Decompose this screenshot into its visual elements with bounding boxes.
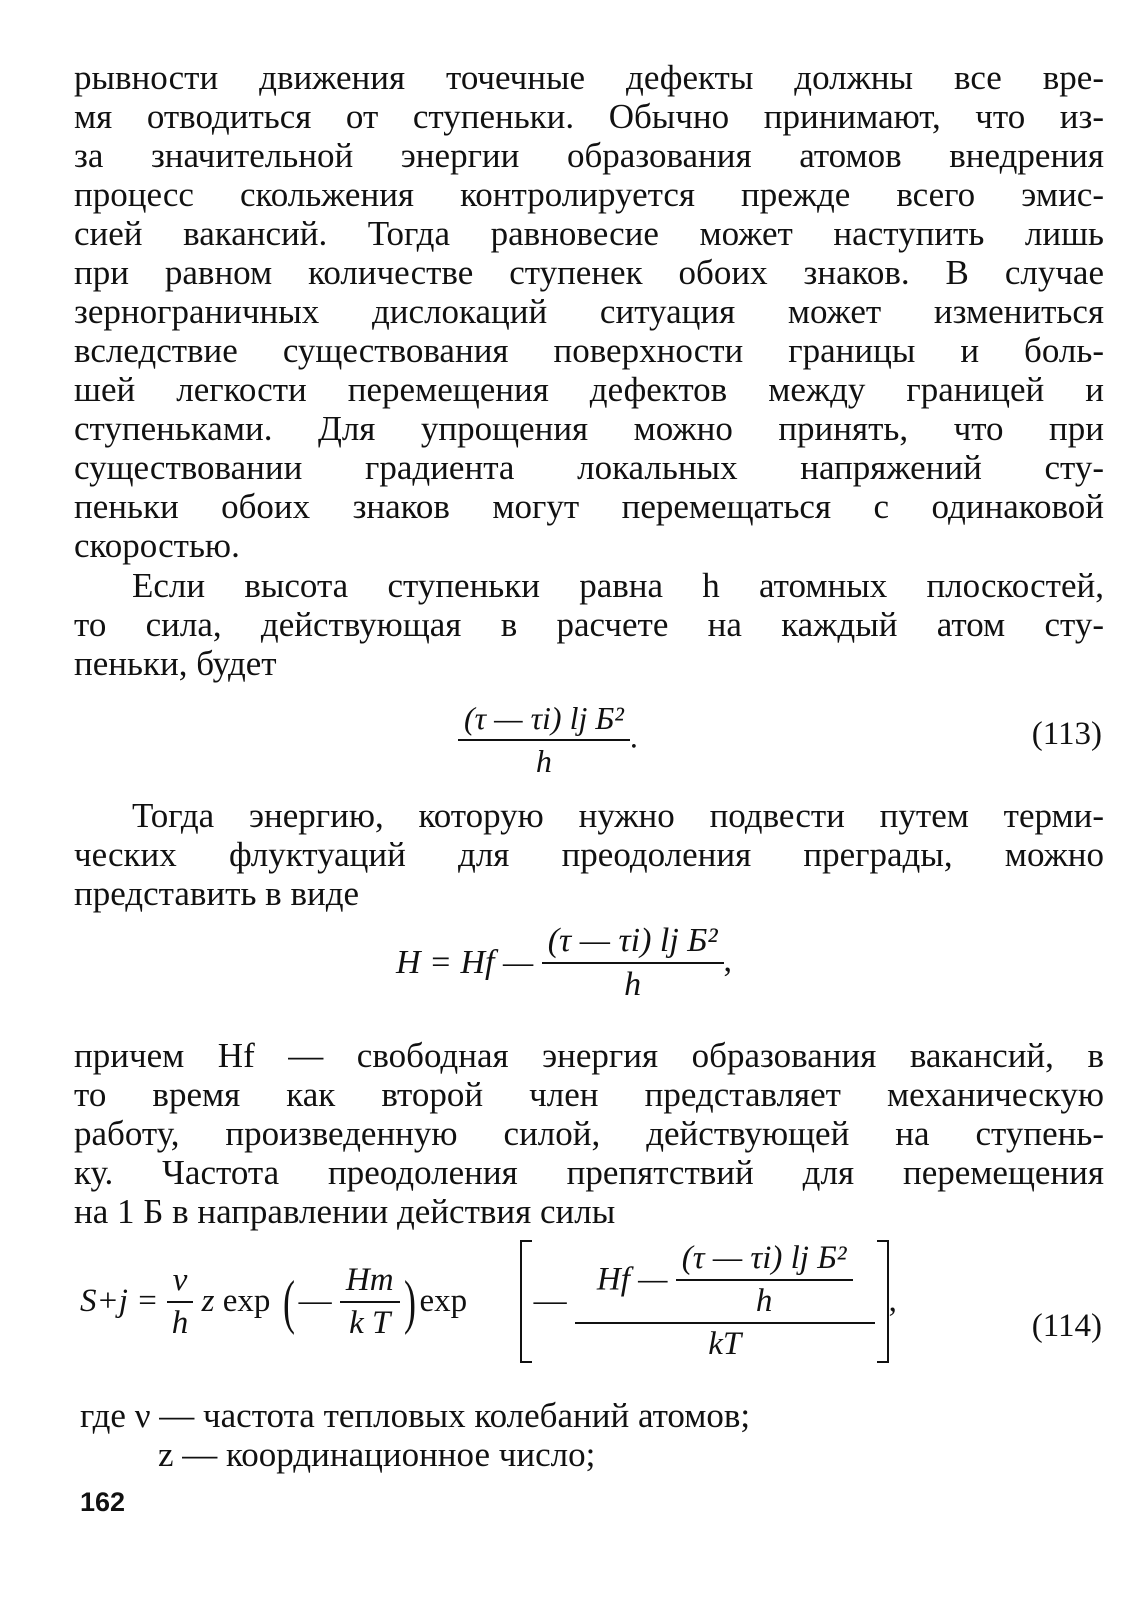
text-line: Если высота ступеньки равна h атомных плоскостей, — [132, 566, 1104, 605]
paragraph-2 — [74, 566, 1104, 683]
text-line: то сила, действующая в расчете на каждый атом сту- — [74, 605, 1104, 644]
text-line: при равном количестве ступенек обоих знаков. В случае — [74, 253, 1104, 292]
fraction-denominator: k T — [349, 1304, 391, 1341]
fraction-denominator: h — [535, 743, 552, 779]
fraction-numerator: (τ — τi) lj Б² — [542, 922, 724, 964]
text-line: Тогда энергию, которую нужно подвести путем терми- — [132, 796, 1104, 835]
fraction — [542, 922, 724, 1004]
equation-number-114: (114) — [1031, 1308, 1102, 1344]
bracketed-expression — [520, 1240, 889, 1363]
text-line: вследствие существования поверхности границы и боль- — [74, 331, 1104, 370]
fraction-numerator — [575, 1240, 875, 1324]
fraction — [167, 1262, 194, 1342]
equation-H — [396, 922, 732, 1004]
text-line: ступеньками. Для упрощения можно принять, что при — [74, 409, 1104, 448]
text-line: существовании градиента локальных напряжений сту- — [74, 448, 1104, 487]
right-paren: ) — [403, 1268, 416, 1335]
fraction-denominator: h — [624, 966, 642, 1003]
equation-lhs: S+j = — [80, 1283, 159, 1319]
definition-nu: где ν — частота тепловых колебаний атомов; — [80, 1396, 751, 1435]
text-line: представить в виде — [74, 874, 360, 913]
minus-sign: — — [298, 1283, 332, 1319]
page-number: 162 — [80, 1487, 126, 1517]
inner-numerator: (τ — τi) lj Б² — [676, 1240, 853, 1281]
text-line: мя отводиться от ступеньки. Обычно принимают, что из- — [74, 97, 1104, 136]
text-line: то время как второй член представляет механическую — [74, 1075, 1104, 1114]
text-line: сией вакансий. Тогда равновесие может наступить лишь — [74, 214, 1104, 253]
fraction-numerator: (τ — τi) lj Б² — [458, 700, 630, 741]
fraction — [458, 700, 630, 780]
text-line: скоростью. — [74, 526, 240, 565]
text-line: зернограничных дислокаций ситуация может измениться — [74, 292, 1104, 331]
variable-z: z — [201, 1283, 215, 1319]
text-line: причем Hf — свободная энергия образования вакансий, в — [74, 1036, 1104, 1075]
fraction-numerator: ν — [167, 1262, 194, 1303]
exp-label: exp — [419, 1283, 468, 1319]
inner-lhs: Hf — — [596, 1261, 668, 1298]
left-paren: ( — [282, 1268, 295, 1335]
equation-113 — [458, 700, 638, 780]
text-line: пеньки, будет — [74, 644, 277, 683]
paragraph-3 — [74, 796, 1104, 913]
text-line: ческих флуктуаций для преодоления преграды, можно — [74, 835, 1104, 874]
text-line: на 1 Б в направлении действия силы — [74, 1192, 616, 1231]
fraction-numerator: Hm — [340, 1262, 400, 1303]
equation-114 — [80, 1240, 897, 1363]
fraction-denominator: kT — [708, 1326, 742, 1362]
text-line: ку. Частота преодоления препятствий для перемещения — [74, 1153, 1104, 1192]
text-line: рывности движения точечные дефекты должны все вре- — [74, 58, 1104, 97]
equation-lhs: H = Hf — — [396, 944, 534, 981]
inner-denominator: h — [755, 1283, 773, 1319]
punctuation: . — [629, 718, 638, 755]
definitions — [80, 1396, 750, 1474]
minus-sign: — — [533, 1283, 567, 1319]
text-line: пеньки обоих знаков могут перемещаться с одинаковой — [74, 487, 1104, 526]
text-line: за значительной энергии образования атомов внедрения — [74, 136, 1104, 175]
text-line: процесс скольжения контролируется прежде всего эмис- — [74, 175, 1104, 214]
fraction-denominator: h — [171, 1304, 189, 1341]
fraction — [575, 1240, 875, 1363]
definition-z: z — координационное число; — [158, 1435, 596, 1474]
text-line: шей легкости перемещения дефектов между границей и — [74, 370, 1104, 409]
paragraph-1 — [74, 58, 1104, 565]
punctuation: , — [888, 1283, 897, 1319]
paragraph-4 — [74, 1036, 1104, 1231]
fraction — [340, 1262, 400, 1342]
text-line: работу, произведенную силой, действующей на ступень- — [74, 1114, 1104, 1153]
exp-label: exp — [222, 1283, 271, 1319]
equation-number-113: (113) — [1031, 716, 1102, 752]
inner-fraction — [676, 1240, 853, 1320]
punctuation: , — [723, 941, 733, 979]
